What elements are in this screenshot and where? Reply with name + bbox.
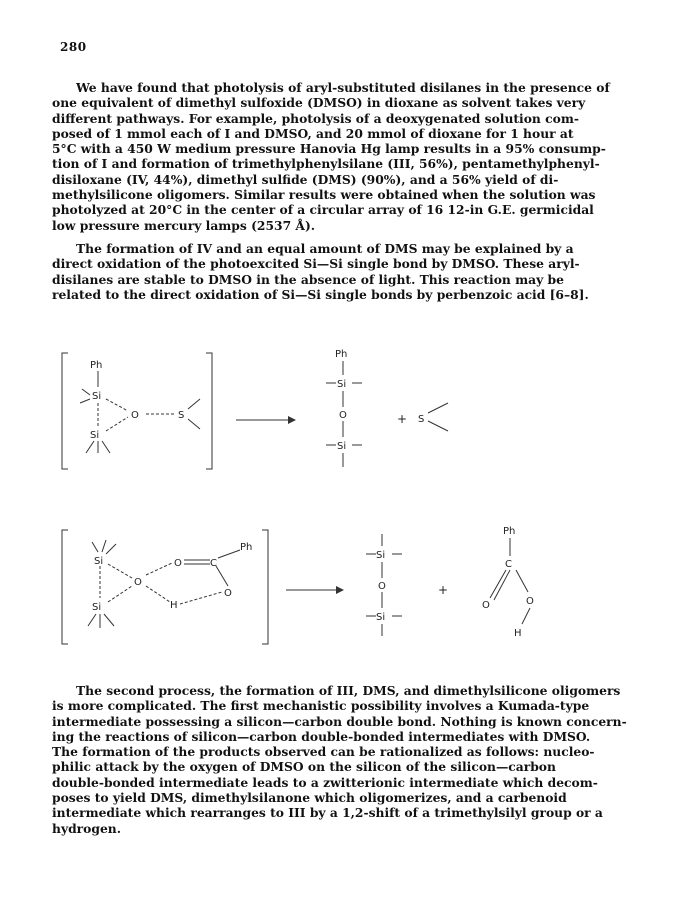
prod-o-label: O (339, 410, 347, 421)
text-line: hydrogen. (52, 820, 122, 836)
prod-si1-label: Si (376, 550, 386, 561)
acid-c-label: C (505, 559, 512, 570)
ts-c-label: C (210, 558, 217, 569)
text-line: disiloxane (IV, 44%), dimethyl sulfide (DMS) (90%), and a 56% yield of di- (52, 171, 559, 187)
prod-ph-label: Ph (335, 349, 348, 360)
text-line: disilanes are stable to DMSO in the absence of light. This reaction may be (52, 271, 564, 287)
text-line: one equivalent of dimethyl sulfoxide (DMSO) in dioxane as solvent takes very (52, 95, 586, 111)
prod-o-label: O (378, 581, 386, 592)
plus-sign: + (397, 412, 408, 426)
plus-sign: + (438, 583, 449, 597)
text-line: low pressure mercury lamps (2537 Å). (52, 217, 316, 233)
acid-o1-label: O (482, 600, 490, 611)
text-line: The formation of IV and an equal amount of DMS may be explained by a (76, 241, 574, 256)
ts-o-label: O (131, 410, 139, 421)
text-line: methylsilicone oligomers. Similar results were obtained when the solution was (52, 187, 596, 203)
text-line: We have found that photolysis of aryl-substituted disilanes in the presence of (76, 80, 610, 95)
text-line: poses to yield DMS, dimethylsilanone which oligomerizes, and a carbenoid (52, 790, 567, 806)
text-line: posed of 1 mmol each of I and DMSO, and 20 mmol of dioxane for 1 hour at (52, 125, 574, 141)
prod-si1-label: Si (337, 379, 347, 390)
scheme-1-drawing (0, 345, 680, 485)
paragraph-3 (52, 683, 627, 836)
prod-si2-label: Si (337, 441, 347, 452)
acid-o2-label: O (526, 596, 534, 607)
ts-si2-label: Si (90, 430, 100, 441)
text-line: different pathways. For example, photolysis of a deoxygenated solution com- (52, 110, 579, 126)
ts-o3-label: O (224, 588, 232, 599)
prod-si2-label: Si (376, 612, 386, 623)
text-line: The second process, the formation of III, DMS, and dimethylsilicone oligomers (76, 683, 621, 698)
right-bracket (206, 353, 212, 469)
reaction-arrow-head (288, 416, 296, 424)
reaction-arrow-head (336, 586, 344, 594)
ts-si2-label: Si (92, 602, 102, 613)
ts-s-label: S (178, 410, 185, 421)
text-line: intermediate which rearranges to III by a 1,2-shift of a trimethylsilyl group or a (52, 805, 603, 821)
dms-s-label: S (418, 414, 425, 425)
text-line: is more complicated. The first mechanistic possibility involves a Kumada-type (52, 698, 590, 714)
ts-ph-label: Ph (240, 542, 253, 553)
left-bracket (62, 530, 68, 644)
left-bracket (62, 353, 68, 469)
ts-o-label: O (134, 577, 142, 588)
text-line: double-bonded intermediate leads to a zwitterionic intermediate which decom- (52, 774, 598, 790)
right-bracket (262, 530, 268, 644)
text-line: ing the reactions of silicon—carbon double-bonded intermediates with DMSO. (52, 728, 591, 744)
text-line: philic attack by the oxygen of DMSO on the silicon of the silicon—carbon (52, 759, 556, 775)
scheme-2-drawing (0, 520, 680, 670)
text-line: 5°C with a 450 W medium pressure Hanovia Hg lamp results in a 95% consump- (52, 141, 606, 157)
text-line: intermediate possessing a silicon—carbon double bond. Nothing is known concern- (52, 713, 627, 729)
text-line: photolyzed at 20°C in the center of a circular array of 16 12-in G.E. germicidal (52, 202, 594, 218)
ts-o2-label: O (174, 558, 182, 569)
page-number: 280 (60, 40, 87, 54)
text-line: related to the direct oxidation of Si—Si single bonds by perbenzoic acid [6–8]. (52, 286, 589, 302)
paragraph-1 (52, 80, 624, 233)
reaction-scheme-1 (0, 345, 680, 485)
ts-si1-label: Si (92, 391, 102, 402)
text-line: tion of I and formation of trimethylphenylsilane (III, 56%), pentamethylphenyl- (52, 156, 600, 172)
acid-ph-label: Ph (503, 526, 516, 537)
ts-si1-label: Si (94, 556, 104, 567)
text-line: direct oxidation of the photoexcited Si—Si single bond by DMSO. These aryl- (52, 256, 580, 272)
paragraph-2 (52, 241, 624, 302)
reaction-scheme-2 (0, 520, 680, 670)
text-line: The formation of the products observed can be rationalized as follows: nucleo- (52, 744, 595, 760)
acid-h-label: H (514, 628, 522, 639)
ts-h-label: H (170, 600, 178, 611)
ts-ph-label: Ph (90, 360, 103, 371)
